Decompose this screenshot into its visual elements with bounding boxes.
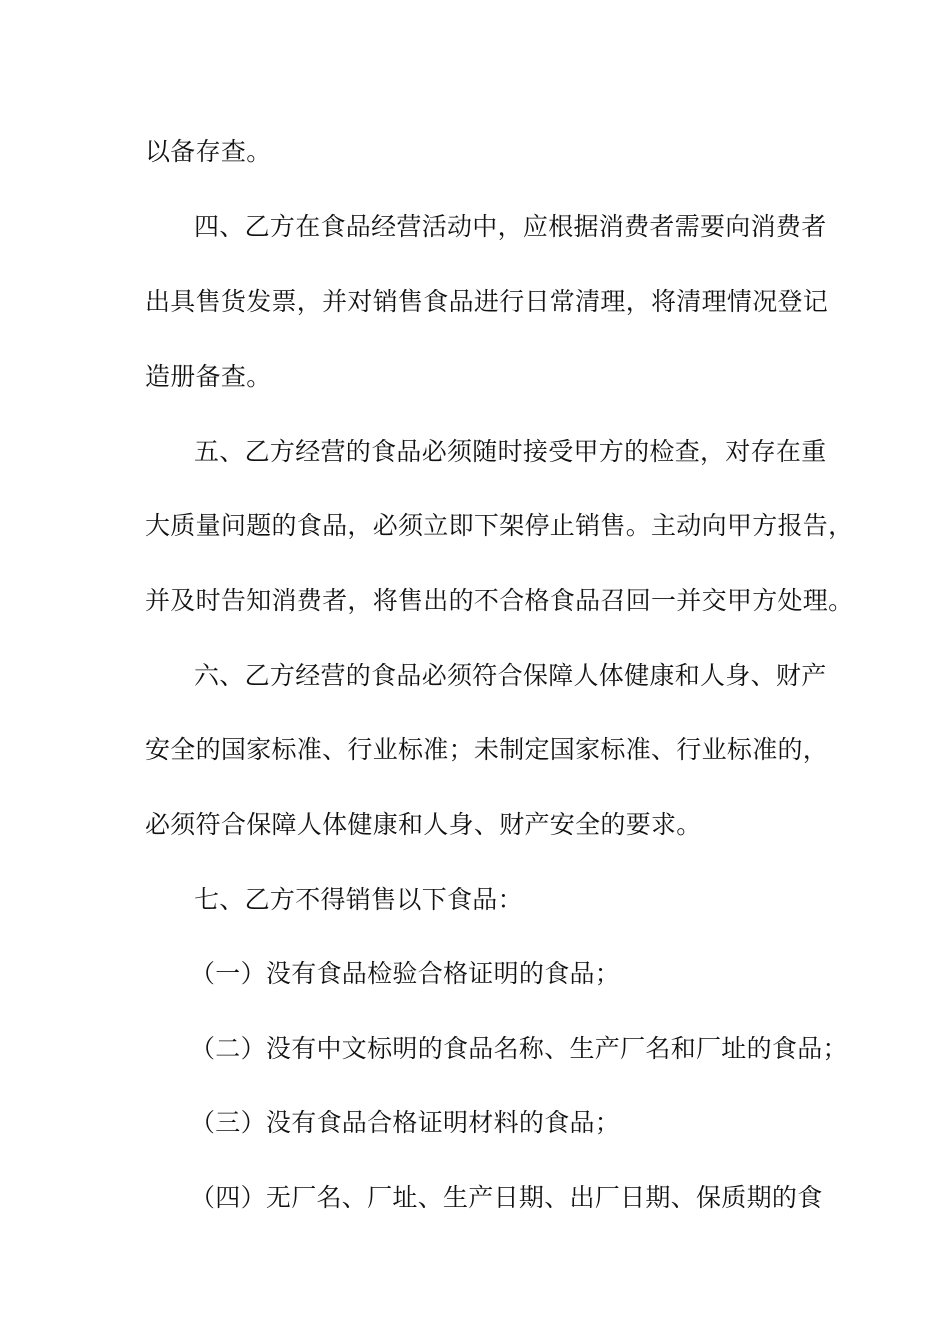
paragraph-line: 并及时告知消费者，将售出的不合格食品召回一并交甲方处理。 xyxy=(145,586,854,615)
paragraph-line: 造册备查。 xyxy=(145,362,272,391)
paragraph-line: 以备存查。 xyxy=(145,137,272,166)
sub-item-three: （三）没有食品合格证明材料的食品； xyxy=(190,1108,621,1137)
paragraph-line: 出具售货发票，并对销售食品进行日常清理，将清理情况登记 xyxy=(145,287,829,316)
clause-six-line: 六、乙方经营的食品必须符合保障人体健康和人身、财产 xyxy=(194,661,827,690)
clause-seven-line: 七、乙方不得销售以下食品： xyxy=(194,885,523,914)
sub-item-two: （二）没有中文标明的食品名称、生产厂名和厂址的食品； xyxy=(190,1034,848,1063)
paragraph-line: 大质量问题的食品，必须立即下架停止销售。主动向甲方报告， xyxy=(145,511,854,540)
sub-item-four: （四）无厂名、厂址、生产日期、出厂日期、保质期的食 xyxy=(190,1183,823,1212)
sub-item-one: （一）没有食品检验合格证明的食品； xyxy=(190,959,621,988)
clause-four-line: 四、乙方在食品经营活动中，应根据消费者需要向消费者 xyxy=(194,212,827,241)
paragraph-line: 必须符合保障人体健康和人身、财产安全的要求。 xyxy=(145,810,702,839)
paragraph-line: 安全的国家标准、行业标准；未制定国家标准、行业标准的， xyxy=(145,735,829,764)
clause-five-line: 五、乙方经营的食品必须随时接受甲方的检查，对存在重 xyxy=(194,437,827,466)
